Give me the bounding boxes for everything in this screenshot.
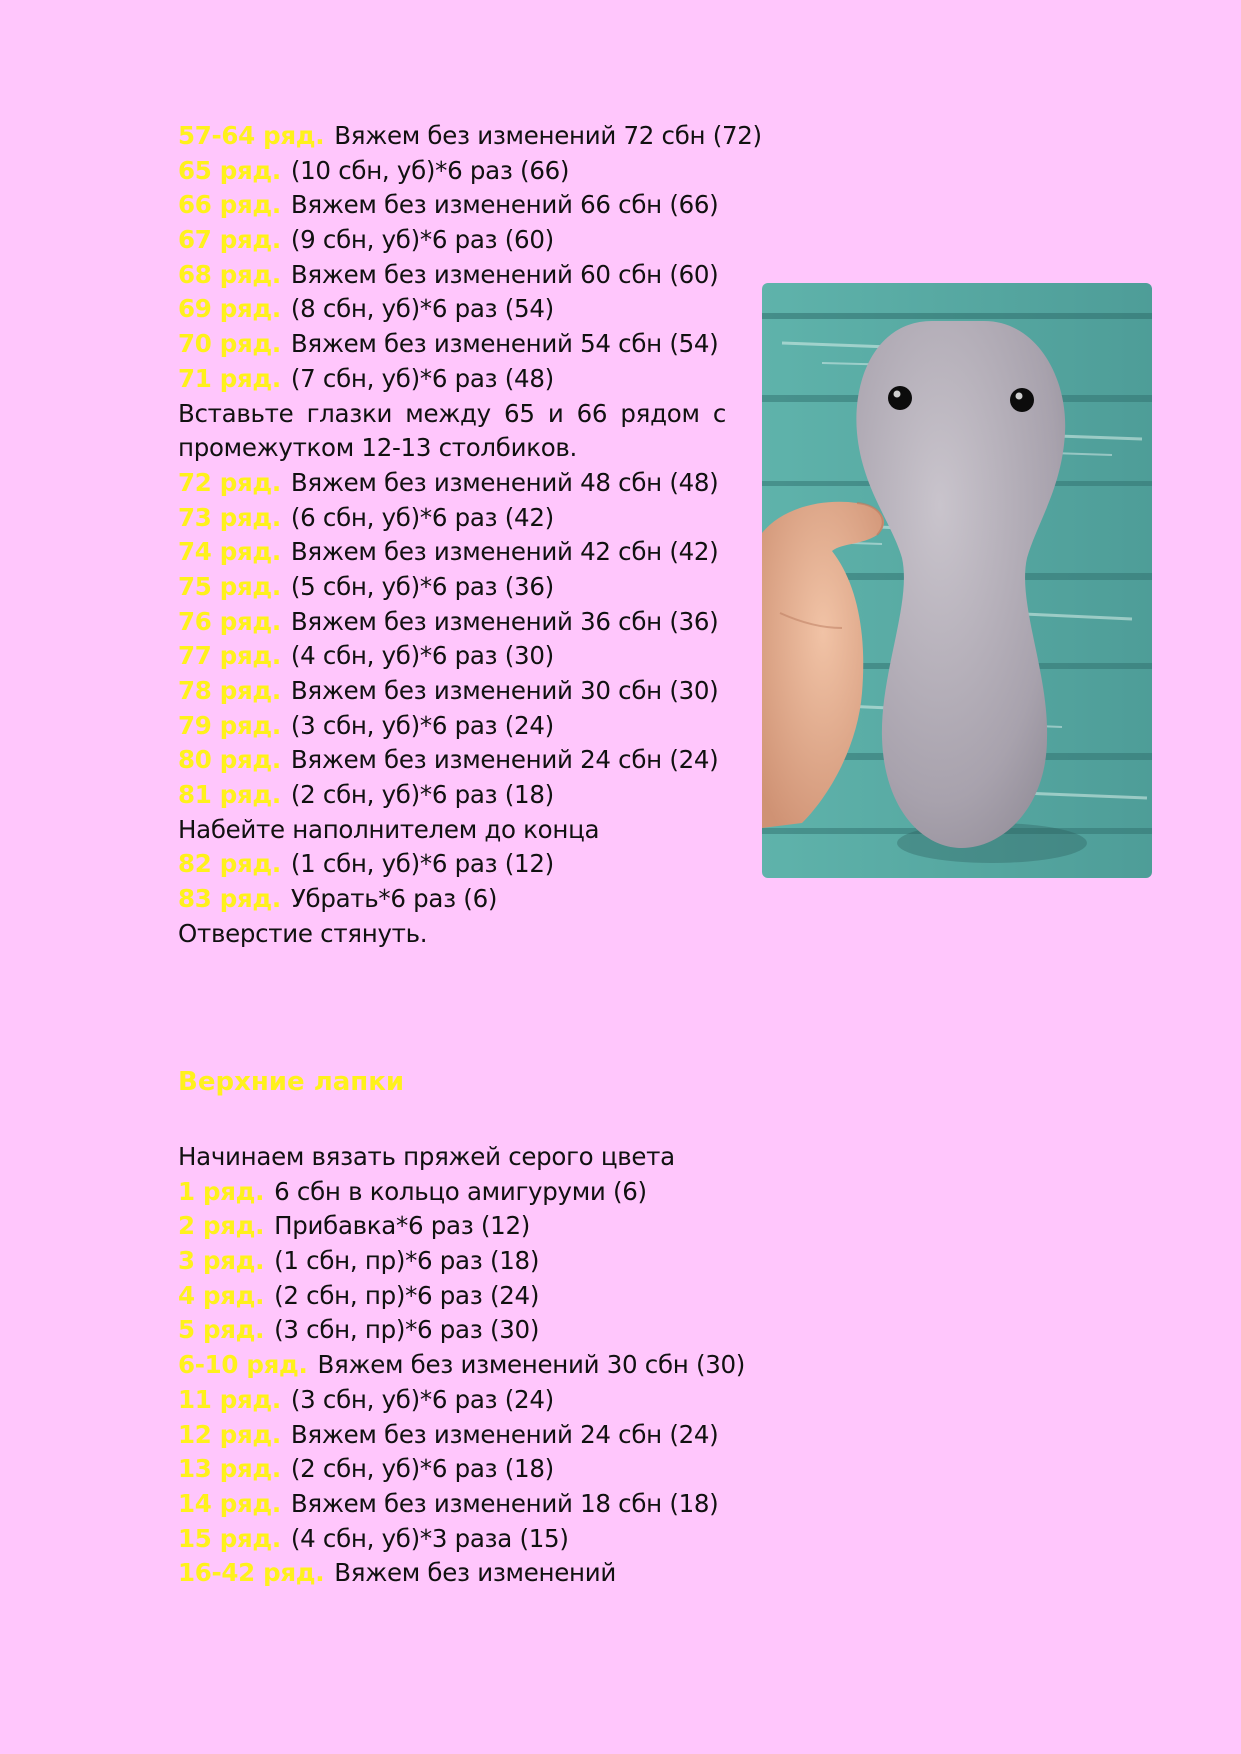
arms-row — [178, 1522, 745, 1557]
section-heading-upper-paws: Верхние лапки — [178, 1067, 405, 1097]
row-instruction: Вяжем без изменений 60 сбн (60) — [290, 259, 719, 289]
arms-row — [178, 1209, 745, 1244]
row-number-label: 74 ряд. — [178, 537, 281, 567]
row-instruction: (2 сбн, пр)*6 раз (24) — [274, 1280, 540, 1310]
arms-row — [178, 1418, 745, 1453]
row-number-label: 15 ряд. — [178, 1523, 281, 1553]
note-stuffing: Набейте наполнителем до конца — [178, 814, 600, 844]
arms-row — [178, 1487, 745, 1522]
row-instruction: Вяжем без изменений 72 сбн (72) — [334, 121, 762, 150]
row-number-label: 2 ряд. — [178, 1211, 265, 1241]
row-number-label: 80 ряд. — [178, 745, 281, 775]
row-number-label: 67 ряд. — [178, 225, 281, 255]
row-number-label: 77 ряд. — [178, 641, 281, 671]
body-row — [178, 778, 762, 813]
body-row — [178, 639, 762, 674]
body-row — [178, 847, 762, 882]
body-row — [178, 605, 762, 640]
row-number-label: 69 ряд. — [178, 294, 281, 324]
body-row — [178, 570, 762, 605]
body-row — [178, 154, 762, 189]
row-number-label: 65 ряд. — [178, 155, 281, 185]
row-number-label: 72 ряд. — [178, 467, 281, 497]
arms-row — [178, 1452, 745, 1487]
row-instruction: 6 сбн в кольцо амигуруми (6) — [274, 1176, 647, 1206]
row-number-label: 57-64 ряд. — [178, 121, 325, 150]
row-number-label: 76 ряд. — [178, 606, 281, 636]
body-row — [178, 327, 762, 362]
row-instruction: (5 сбн, уб)*6 раз (36) — [290, 571, 554, 601]
row-number-label: 75 ряд. — [178, 571, 281, 601]
row-number-label: 81 ряд. — [178, 780, 281, 810]
row-number-label: 82 ряд. — [178, 849, 281, 879]
instructions-body — [178, 119, 762, 952]
row-number-label: 83 ряд. — [178, 884, 281, 914]
row-number-label: 78 ряд. — [178, 676, 281, 705]
arms-row — [178, 1348, 745, 1383]
row-number-label: 13 ряд. — [178, 1454, 281, 1484]
body-row — [178, 743, 762, 778]
body-row — [178, 466, 762, 501]
row-number-label: 79 ряд. — [178, 710, 281, 740]
row-instruction: (4 сбн, уб)*3 раза (15) — [290, 1523, 569, 1553]
row-number-label: 5 ряд. — [178, 1315, 265, 1345]
row-instruction: (4 сбн, уб)*6 раз (30) — [290, 641, 554, 671]
row-number-label: 4 ряд. — [178, 1280, 265, 1310]
arms-row — [178, 1313, 745, 1348]
row-instruction: Вяжем без изменений 18 сбн (18) — [290, 1488, 719, 1518]
arms-row — [178, 1383, 745, 1418]
row-number-label: 12 ряд. — [178, 1419, 281, 1449]
row-instruction: (3 сбн, пр)*6 раз (30) — [274, 1315, 540, 1345]
body-row — [178, 709, 762, 744]
arms-intro: Начинаем вязать пряжей серого цвета — [178, 1142, 675, 1171]
row-instruction: (2 сбн, уб)*6 раз (18) — [290, 1454, 554, 1484]
row-instruction: Вяжем без изменений — [334, 1558, 616, 1588]
body-row — [178, 535, 762, 570]
row-number-label: 14 ряд. — [178, 1488, 281, 1518]
row-instruction: (8 сбн, уб)*6 раз (54) — [290, 294, 554, 324]
row-instruction: (7 сбн, уб)*6 раз (48) — [290, 363, 554, 393]
row-instruction: Вяжем без изменений 30 сбн (30) — [317, 1350, 746, 1380]
row-instruction: Вяжем без изменений 36 сбн (36) — [290, 606, 719, 636]
row-number-label: 71 ряд. — [178, 363, 281, 393]
row-instruction: (1 сбн, уб)*6 раз (12) — [290, 849, 554, 879]
row-instruction: Вяжем без изменений 30 сбн (30) — [290, 676, 719, 705]
row-number-label: 73 ряд. — [178, 502, 281, 532]
row-instruction: (9 сбн, уб)*6 раз (60) — [290, 225, 554, 255]
row-instruction: (3 сбн, уб)*6 раз (24) — [290, 1384, 554, 1414]
row-instruction: (10 сбн, уб)*6 раз (66) — [290, 155, 570, 185]
row-number-label: 16-42 ряд. — [178, 1558, 325, 1588]
row-instruction: (1 сбн, пр)*6 раз (18) — [274, 1246, 540, 1276]
row-number-label: 6-10 ряд. — [178, 1350, 308, 1380]
body-row — [178, 119, 762, 154]
body-row — [178, 258, 762, 293]
body-row — [178, 501, 762, 536]
row-number-label: 11 ряд. — [178, 1384, 281, 1414]
row-instruction: (2 сбн, уб)*6 раз (18) — [290, 780, 554, 810]
row-number-label: 66 ряд. — [178, 190, 281, 220]
row-instruction: Вяжем без изменений 54 сбн (54) — [290, 329, 719, 359]
row-number-label: 3 ряд. — [178, 1246, 265, 1276]
row-instruction: Вяжем без изменений 24 сбн (24) — [290, 745, 719, 775]
body-row — [178, 882, 762, 917]
row-number-label: 68 ряд. — [178, 259, 281, 289]
row-number-label: 70 ряд. — [178, 329, 281, 359]
row-instruction: Вяжем без изменений 24 сбн (24) — [290, 1419, 719, 1449]
arms-instructions — [178, 1140, 745, 1591]
body-row — [178, 292, 762, 327]
note-close-hole: Отверстие стянуть. — [178, 918, 428, 948]
body-row — [178, 362, 762, 397]
row-number-label: 1 ряд. — [178, 1176, 265, 1206]
body-row — [178, 188, 762, 223]
arms-row — [178, 1244, 745, 1279]
arms-row — [178, 1175, 745, 1210]
row-instruction: Вяжем без изменений 42 сбн (42) — [290, 537, 719, 567]
row-instruction: Убрать*6 раз (6) — [290, 884, 498, 914]
row-instruction: Прибавка*6 раз (12) — [274, 1211, 531, 1241]
note-eyes-continued: промежутком 12-13 столбиков. — [178, 433, 578, 463]
row-instruction: (6 сбн, уб)*6 раз (42) — [290, 502, 554, 532]
doll-body-photo — [762, 283, 1152, 878]
note-eyes: Вставьте глазки между 65 и 66 рядом с — [178, 398, 726, 428]
row-instruction: Вяжем без изменений 48 сбн (48) — [290, 467, 719, 497]
body-row — [178, 674, 762, 709]
arms-row — [178, 1556, 745, 1591]
row-instruction: Вяжем без изменений 66 сбн (66) — [290, 190, 719, 220]
body-row — [178, 223, 762, 258]
arms-row — [178, 1279, 745, 1314]
row-instruction: (3 сбн, уб)*6 раз (24) — [290, 710, 554, 740]
